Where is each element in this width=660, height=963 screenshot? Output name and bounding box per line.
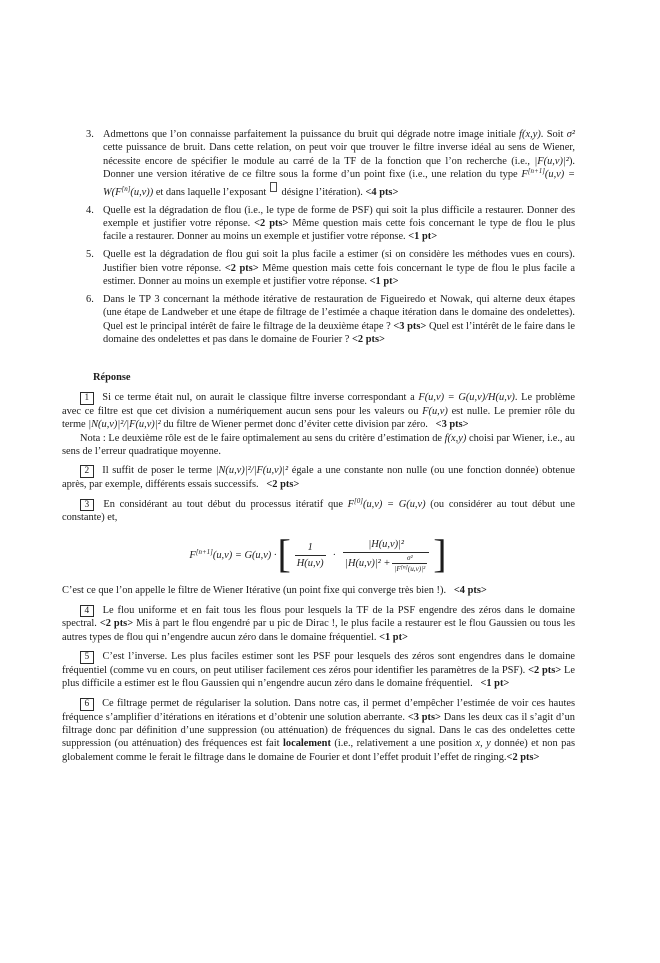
question-text [103,293,575,347]
superscript-text: [0] [354,496,363,505]
bold-text-segment: <1 pt> [369,276,399,288]
text-segment: Même question mais cette fois concernant le type de flou le plus facile a estimer. Donner au moins un exemple et justifier votre réponse. [103,262,575,288]
text-segment: ). Donner une version itérative de ce filtre sous la forme d’un point fixe (i.e., une relation du type [103,155,575,181]
math-text-segment: |N(u,ν)|²/|F(u,ν)|² [215,465,289,477]
text-segment: (ou considérer au tout début une constante) et, [62,498,575,524]
text-segment: Il suffit de poser le terme [98,465,216,477]
math-text-segment: F(u,ν) = G(u,ν)/H(u,ν) [418,392,515,403]
math-text-segment: (u,ν) = W(F [103,169,575,198]
answer-paragraph [62,604,575,645]
text-segment: . Le problème avec ce filtre est que cet division a numériquement aucun sens pour les valeurs ou [62,392,575,417]
nested-noise-fraction: $\frac{\text{σ²}}{|F^{[n]}(u,\nu)|^2}$ [394,554,426,574]
text-segment: du filtre de Wiener permet donc d’éviter cette division par zéro. [160,419,436,431]
answer-paragraph [62,584,575,597]
math-text-segment: x, y [475,738,491,750]
text-segment: En considérant au tout début du processus itératif que [98,498,348,510]
text-segment: Quelle est la dégradation de flou (i.e., le type de forme de PSF) qui soit la plus difficile a restaurer. Donner des exemple et justifier votre réponse. [103,204,575,229]
answer-paragraph [62,432,575,459]
text-segment: C’est l’inverse. Les plus faciles estimer sont les PSF pour lesquels des zéros sont engendres dans le domaine fréquentiel (comme vu en cours, on peut utiliser facilement ces zéros pour identifier les paramètres de la PSF). [62,651,575,677]
answer-paragraph [62,464,575,491]
text-segment: Nota : Le deuxième rôle est de le faire optimalement au sens du critère d’estimation de [80,432,445,444]
question-item [62,248,575,288]
text-segment: donnée) et non pas globalement comme le ferait le filtrage dans le domaine de Fourier et dont l’effet produit l’effet de ringing. [62,738,576,763]
answer-number-box: 1 [80,392,94,405]
text-segment: cette puissance de bruit. Dans cette relation, on peut voir que trouver le filtre inverse idéal au sens de Wiener, nécessite encore de spécifier le module au carré de la TF de la fonction que l’on recherche (i.e., [103,142,575,167]
question-text [103,204,575,244]
bold-text-segment: <4 pts> [453,585,487,597]
superscript-text: [n+1] [527,167,545,176]
missing-glyph-box [270,182,277,192]
question-number: 6. [86,293,94,305]
bold-text-segment: <2 pts> [528,665,562,677]
bold-text-segment: <2 pts> [224,262,259,274]
text-segment: Quel est l’intérêt de le faire dans le domaine des ondelettes et pas dans le domaine de Fourier ? [103,320,575,346]
bold-text-segment: <2 pts> [266,479,300,491]
bold-text-segment: <4 pts> [365,186,399,198]
text-segment: et dans laquelle l’exposant [153,186,269,198]
answer-number-box: 5 [80,651,94,664]
math-text-segment: F(u,ν) [422,405,448,417]
math-text-segment: σ² [566,129,575,140]
question-item [62,293,575,347]
answer-paragraph [62,391,575,432]
fraction-one-over-H: $\frac{1}{H(u,\nu)}$ [296,541,324,570]
math-text-segment: (u,ν)) [130,186,154,198]
math-text-segment: f(x,y) [519,129,541,140]
bold-text-segment: <1 pt> [379,631,408,643]
text-segment: Dans le TP 3 concernant la méthode itérative de restauration de Figueiredo et Nowak, qui alterne deux étapes (une étape de Landweber et une étape de filtrage de l’estimée a chaque itération dans le domaine des ondelettes). Quel est le principal intérêt de faire le filtrage de la deuxième étape ? [103,293,575,332]
multiplication-dot: · [332,549,337,561]
response-paragraphs-before-equation [62,391,575,525]
text-segment: Admettons que l’on connaisse parfaitement la puissance du bruit qui dégrade notre image initiale [103,129,520,140]
answer-paragraph [62,697,575,764]
fraction-wiener-term: |H(u,ν)|² |H(u,ν)|² + $\frac{\text{σ²}}{|F^{[n]}(u,\nu)|^2}$ [343,538,429,573]
bold-text-segment: <3 pts> [407,711,441,723]
math-text-segment: F [521,169,528,181]
text-segment: Le flou uniforme et en fait tous les flous pour lesquels la TF de la PSF engendre des zéros dans le domaine spectral. [62,604,575,630]
text-segment: (i.e., relativement a une position [330,738,476,750]
math-text-segment: (u,ν) = G(u,ν) [362,498,426,510]
response-paragraphs-after-equation [62,584,575,764]
question-number: 3. [86,129,94,140]
text-segment: désigne l’itération). [278,186,366,198]
response-heading: Réponse [93,371,131,383]
text-segment: Si ce terme était nul, on aurait le classique filtre inverse correspondant a [98,392,419,403]
bold-text-segment: <3 pts> [435,419,469,431]
answer-paragraph [62,650,575,691]
text-segment: Ce filtrage permet de régulariser la solution. Dans notre cas, il permet d’empêcher l’estimée de voir ces hautes fréquence s’amplifier d’itérations en itérations et d’obtenir une solution aberrante. [62,697,575,723]
text-segment: C’est ce que l’on appelle le filtre de Wiener Itérative (un point fixe qui converge très bien !). [62,585,454,597]
superscript-text: [n] [121,184,131,193]
text-segment: . Soit [540,129,567,140]
math-text-segment: F [347,498,355,510]
question-number: 5. [86,249,94,261]
answer-number-box: 4 [80,605,94,618]
text-segment: est nulle. Le premier rôle du terme [62,405,575,431]
answer-number-box: 3 [80,499,94,512]
text-segment: égale a une constante non nulle (ou une fonction donnée) obtenue après, par exemple, différents essais successifs. [62,465,575,491]
bold-text-segment: <1 pt> [480,678,510,690]
bold-text-segment: <3 pts> [393,320,427,332]
question-item [62,204,575,244]
math-text-segment: |N(u,ν)|²/|F(u,ν)|² [88,419,161,431]
answer-paragraph [62,498,575,525]
math-text-segment: f(x,y) [444,432,467,444]
bold-text-segment: localement [283,738,331,750]
bold-text-segment: <1 pt> [408,231,438,243]
bold-text-segment: <2 pts> [254,217,289,229]
answer-number-box: 6 [80,698,94,711]
question-text [103,128,575,199]
question-number: 4. [86,204,94,216]
text-segment: Le plus difficile a estimer est le flou Gaussien qui n’engendre aucun zéro dans le domaine fréquentiel. [62,665,576,690]
bold-text-segment: <2 pts> [352,334,385,346]
equation-lhs: F[n+1](u,ν) = G(u,ν) · [189,547,277,561]
text-segment: Mis à part le flou engendré par u pic de Dirac !, le plus facile a restaurer est le flou Gaussien ou tous les autres types de flou qui n’engendre aucun zéro dans le domaine fréquentiel. [62,618,575,643]
text-segment: choisi par Wiener, i.e., au sens de l’erreur quadratique moyenne. [62,432,575,458]
wiener-iterative-equation: F[n+1](u,ν) = G(u,ν) · [ $\frac{1}{H(u,\nu)}$ · |H(u,ν)|² |H(u,ν)|² + $\frac{\text{σ²}}{|F^{[n]}(u,\nu)|^2}$ ] [189,530,447,576]
bold-text-segment: <2 pts> [506,751,540,763]
question-text [103,248,575,288]
response-section [62,371,575,765]
text-segment: Quelle est la dégradation de flou gui soit la plus facile a estimer (si on considère les méthodes vues en cours). Justifier bien votre réponse. [103,249,575,274]
text-segment: Dans les deux cas il s’agit d’un filtrage donc par définition d’une suppression (ou atténuation) de fréquences du signal. Dans le cas des ondelettes cette suppression (ou atténuation) des fréquences est fait [62,711,575,750]
questions-list [62,128,575,347]
text-segment: Même question mais cette fois concernant le type de flou le plus facile a restaurer. Donner au moins un exemple et justifier votre réponse. [103,217,576,243]
math-text-segment: |F(u,ν)|² [534,155,569,167]
question-item [62,128,575,199]
bold-text-segment: <2 pts> [99,618,134,630]
answer-number-box: 2 [80,465,94,478]
